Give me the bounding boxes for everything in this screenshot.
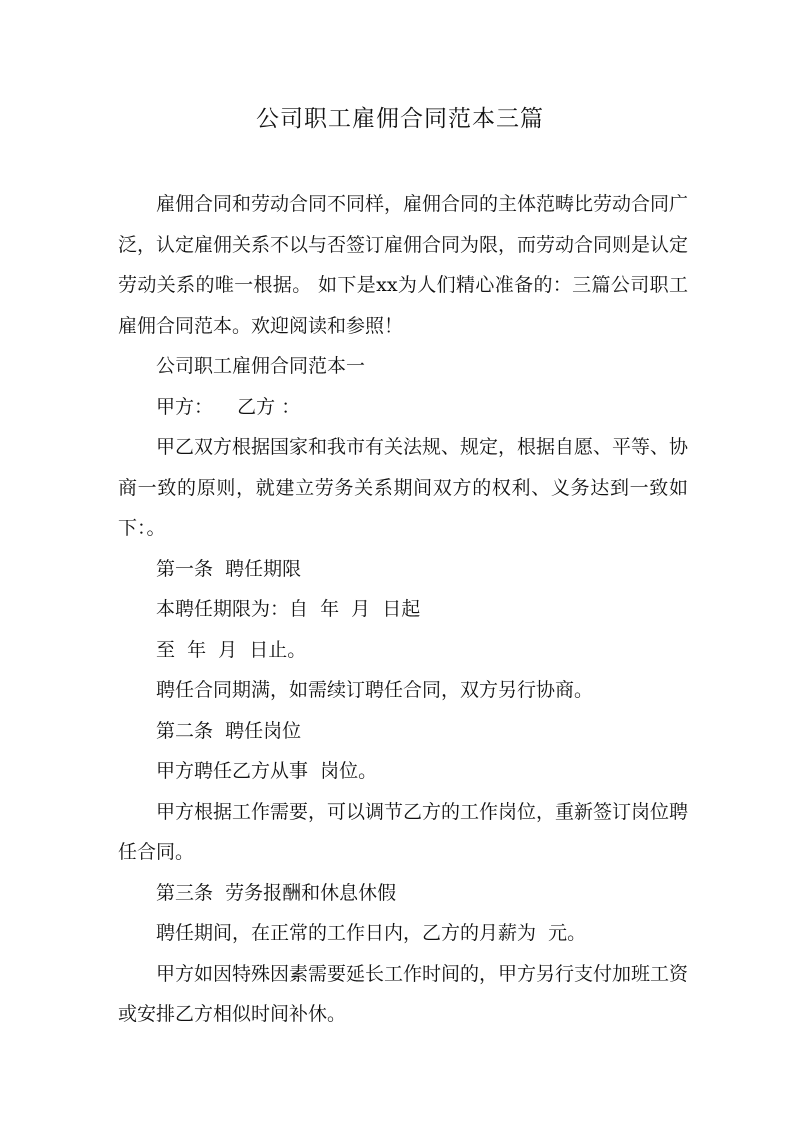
term-end-line: 至 年 月 日止。 — [156, 638, 307, 661]
section-heading-contract-one: 公司职工雇佣合同范本一 — [156, 355, 366, 377]
position-adjustment-paragraph: 甲方根据工作需要，可以调节乙方的工作岗位，重新签订岗位聘任合同。 — [118, 800, 689, 863]
article-one-heading: 第一条 聘任期限 — [156, 557, 302, 580]
intro-paragraph: 雇佣合同和劳动合同不同样，雇佣合同的主体范畴比劳动合同广泛，认定雇佣关系不以与否签订雇佣合同为限，而劳动合同则是认定劳动关系的唯一根据。 如下是xx为人们精心准备的：三篇公司职工雇佣合同范本。欢迎阅读和参照！ — [118, 193, 689, 337]
salary-line: 聘任期间，在正常的工作日内，乙方的月薪为 元。 — [156, 922, 587, 944]
article-two-heading: 第二条 聘任岗位 — [156, 719, 302, 742]
agreement-paragraph: 甲乙双方根据国家和我市有关法规、规定，根据自愿、平等、协商一致的原则，就建立劳务关系期间双方的权利、义务达到一致如下：。 — [118, 436, 689, 539]
article-three-heading: 第三条 劳务报酬和休息休假 — [156, 881, 397, 904]
document-title: 公司职工雇佣合同范本三篇 — [256, 106, 544, 132]
position-line: 甲方聘任乙方从事 岗位。 — [156, 760, 378, 782]
term-start-line: 本聘任期限为：自 年 月 日起 — [156, 598, 421, 620]
document-body — [118, 184, 688, 1035]
renewal-line: 聘任合同期满，如需续订聘任合同，双方另行协商。 — [156, 679, 594, 701]
parties-line: 甲方： 乙方 ： — [156, 395, 301, 418]
overtime-paragraph: 甲方如因特殊因素需要延长工作时间的，甲方另行支付加班工资或安排乙方相似时间补休。 — [118, 962, 689, 1025]
